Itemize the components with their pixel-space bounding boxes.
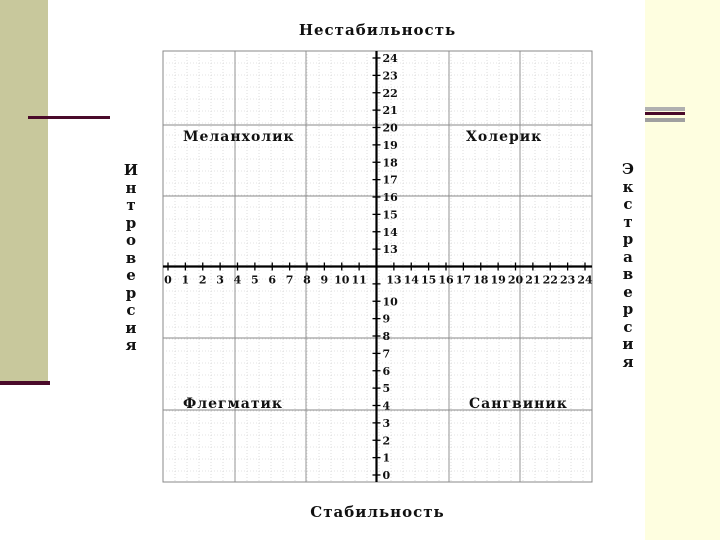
x-tick-label: 9 <box>320 273 329 287</box>
y-tick-label: 0 <box>382 469 391 482</box>
quadrant-label-bottom-left: Флегматик <box>183 396 284 412</box>
y-tick-label: 15 <box>382 208 398 222</box>
y-tick-label: 5 <box>382 382 391 396</box>
y-tick-label: 13 <box>382 243 398 257</box>
y-tick-label: 6 <box>382 364 391 378</box>
quadrant-label-top-right: Холерик <box>466 129 543 145</box>
axis-label-right <box>618 161 638 371</box>
y-tick-label: 8 <box>382 330 391 343</box>
y-tick-label: 3 <box>382 416 391 430</box>
x-tick-label: 1 <box>181 273 190 287</box>
x-tick-label: 0 <box>164 273 172 287</box>
quadrant-label-bottom-right: Сангвиник <box>469 396 568 412</box>
extraversion-letter: я <box>622 352 634 371</box>
extraversion-letter: с <box>623 195 633 213</box>
extraversion-letter: е <box>623 282 633 301</box>
x-tick-label: 17 <box>455 273 472 287</box>
introversion-letter: о <box>125 231 136 249</box>
y-tick-label: 18 <box>382 156 398 170</box>
y-tick-label: 7 <box>382 347 391 361</box>
introversion-letter: с <box>126 301 136 319</box>
y-tick-label: 9 <box>382 312 391 326</box>
y-tick-label: 23 <box>382 69 398 83</box>
x-tick-label: 13 <box>386 273 402 287</box>
x-tick-label: 8 <box>303 273 311 287</box>
extraversion-letter: Э <box>622 160 634 178</box>
x-tick-label: 11 <box>351 273 367 287</box>
extraversion-letter: в <box>622 265 634 283</box>
y-tick-label: 20 <box>382 121 398 135</box>
y-tick-label: 19 <box>382 138 398 152</box>
y-tick-label: 16 <box>382 191 398 204</box>
x-tick-label: 7 <box>285 273 294 287</box>
axis-label-left <box>121 162 141 355</box>
x-tick-label: 18 <box>473 273 489 287</box>
y-tick-label: 17 <box>382 173 398 187</box>
quadrant-label-top-left: Меланхолик <box>183 129 295 145</box>
y-tick-label: 14 <box>382 225 398 239</box>
x-tick-label: 14 <box>403 273 419 287</box>
y-tick-label: 2 <box>382 434 391 448</box>
x-tick-label: 6 <box>268 273 277 287</box>
x-tick-label: 20 <box>507 273 524 287</box>
introversion-letter: я <box>125 336 137 354</box>
extraversion-letter: р <box>622 230 634 248</box>
x-tick-label: 4 <box>233 273 242 287</box>
axis-title-top: Нестабильность <box>298 21 457 39</box>
extraversion-letter: к <box>622 177 634 196</box>
introversion-letter: е <box>126 266 136 284</box>
y-tick-label: 10 <box>382 295 398 309</box>
x-tick-label: 10 <box>334 273 350 287</box>
introversion-letter: р <box>125 283 137 302</box>
extraversion-letter: т <box>623 212 633 231</box>
x-tick-label: 22 <box>542 273 558 287</box>
introversion-letter: т <box>126 196 136 214</box>
introversion-letter: н <box>125 178 137 197</box>
x-tick-label: 21 <box>525 273 541 287</box>
extraversion-letter: с <box>623 317 633 336</box>
introversion-letter: в <box>125 248 137 267</box>
introversion-letter: И <box>123 161 139 179</box>
x-tick-label: 23 <box>559 273 576 287</box>
y-tick-label: 21 <box>382 104 398 118</box>
x-tick-label: 2 <box>198 273 207 287</box>
introversion-letter: р <box>125 213 137 232</box>
x-tick-label: 19 <box>490 273 506 287</box>
axis-title-bottom: Стабильность <box>310 503 445 521</box>
extraversion-letter: и <box>622 335 634 353</box>
x-tick-label: 3 <box>216 273 224 287</box>
y-tick-label: 22 <box>382 86 398 100</box>
x-tick-label: 15 <box>420 273 437 287</box>
extraversion-letter: а <box>623 247 633 266</box>
y-tick-label: 4 <box>382 399 391 413</box>
introversion-letter: и <box>125 318 137 337</box>
x-tick-label: 16 <box>438 273 454 287</box>
x-tick-label: 5 <box>251 273 259 287</box>
x-tick-label: 24 <box>577 273 593 287</box>
extraversion-letter: р <box>622 300 634 318</box>
y-tick-label: 24 <box>382 52 398 65</box>
y-tick-label: 1 <box>382 451 391 465</box>
